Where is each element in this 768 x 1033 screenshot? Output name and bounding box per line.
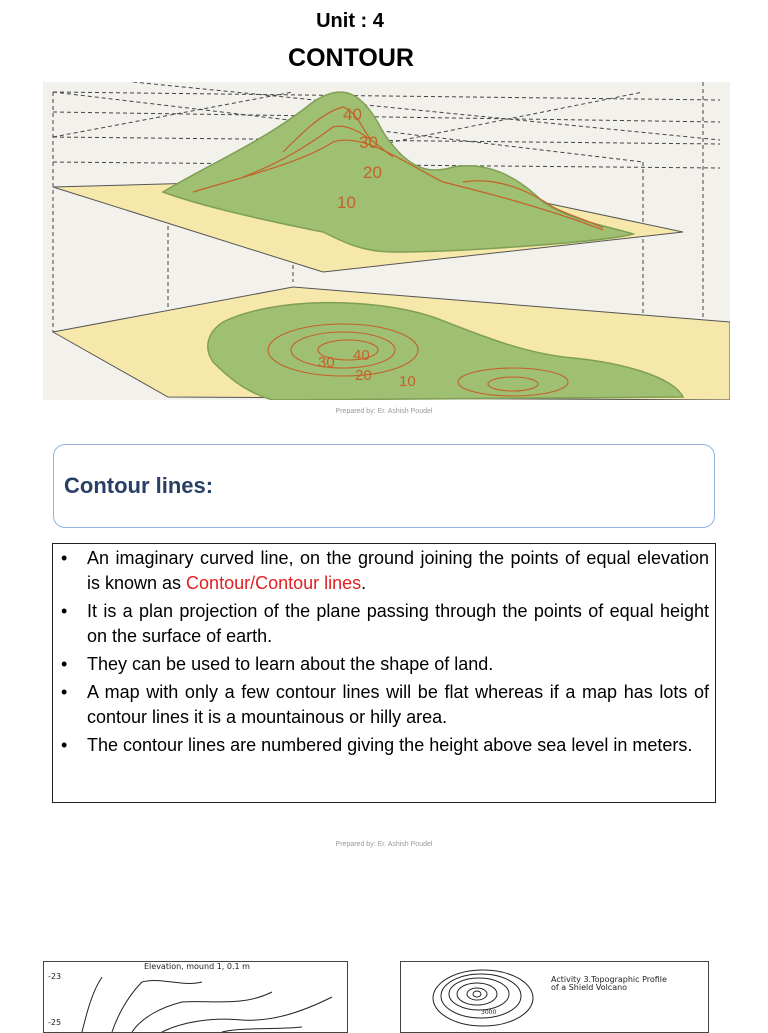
bullet-item (59, 652, 709, 677)
elevation-tick-bottom: -25 (48, 1018, 62, 1027)
bullet-dot: • (61, 601, 68, 621)
volcano-profile-thumbnail (400, 961, 709, 1033)
bullet-item (59, 680, 709, 730)
bullet-text: The contour lines are numbered giving the height above sea level in meters. (87, 735, 693, 755)
volcano-contours (421, 966, 571, 1030)
section-heading-box (53, 444, 715, 528)
bullet-list (52, 543, 716, 803)
bullet-highlight: Contour/Contour lines (186, 573, 362, 593)
bullet-text: A map with only a few contour lines will be flat whereas if a map has lots of contour lines it is a mountainous or hilly area. (87, 682, 709, 727)
mountain-label-20: 20 (363, 163, 382, 182)
bullet-text: An imaginary curved line, on the ground joining the points of equal elevation is known as (87, 548, 709, 593)
bullet-dot: • (61, 735, 68, 755)
bullet-dot: • (61, 654, 68, 674)
bullet-item (59, 599, 709, 649)
elevation-map-title: Elevation, mound 1, 0.1 m (144, 962, 250, 971)
bullet-text: It is a plan projection of the plane passing through the points of equal height on the surface of earth. (87, 601, 709, 646)
bullet-dot: • (61, 682, 68, 702)
volcano-contour-label: 3000 (481, 1009, 497, 1016)
slide-title: CONTOUR (288, 44, 414, 72)
contour-illustration (43, 82, 730, 400)
bullet-dot: • (61, 548, 68, 568)
map-label-20: 20 (355, 367, 372, 384)
map-label-40: 40 (353, 347, 370, 364)
volcano-profile-title: Activity 3.Topographic Profile of a Shield Volcano (551, 975, 667, 992)
mountain-label-30: 30 (359, 133, 378, 152)
credit-top: Prepared by: Er. Ashish Poudel (335, 408, 433, 415)
unit-label: Unit : 4 (316, 10, 384, 32)
mountain-label-10: 10 (337, 193, 356, 212)
elevation-map-thumbnail (43, 961, 348, 1033)
map-label-30: 30 (318, 354, 335, 371)
section-heading: Contour lines: (64, 473, 214, 498)
contour-illustration-svg (43, 82, 730, 400)
map-label-10: 10 (399, 373, 416, 390)
mountain-label-40: 40 (343, 105, 362, 124)
bullet-text-end: . (361, 573, 367, 593)
bullet-item (59, 546, 709, 596)
credit-bottom: Prepared by: Er. Ashish Poudel (335, 841, 433, 848)
elevation-tick-top: -23 (48, 972, 62, 981)
bullet-item (59, 733, 709, 758)
elevation-map-lines (72, 972, 344, 1032)
bullet-text: They can be used to learn about the shape of land. (87, 654, 494, 674)
